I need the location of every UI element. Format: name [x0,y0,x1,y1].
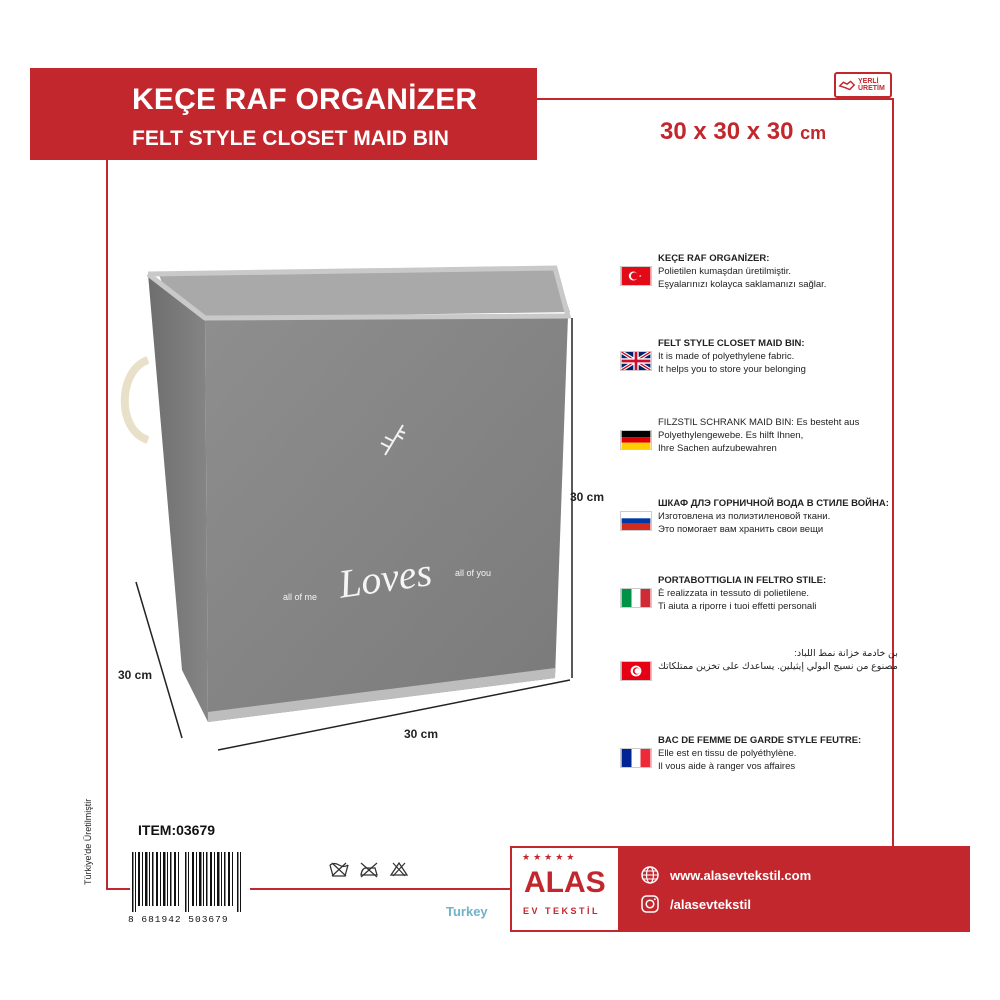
depth-label: 30 cm [118,668,153,682]
lang-row-ar [620,647,920,681]
width-label: 30 cm [404,727,439,741]
brand-logo-sub: EV TEKSTİL [523,906,601,916]
lang-line-ru-2: Это помогает вам хранить свои вещи [658,524,824,535]
item-number: ITEM:03679 [138,822,216,838]
italy-flag-icon [620,588,652,608]
origin-label: Turkey [446,904,488,919]
logo-stars: ★★★★★ [522,852,578,862]
lang-line-fr-2: Il vous aide à ranger vos affaires [658,761,796,772]
france-flag-icon [620,748,652,768]
instagram-link[interactable]: /alasevtekstil [670,896,751,912]
lang-row-it [620,574,920,613]
print-main-text: Loves [335,549,435,607]
product-image [100,260,600,760]
handshake-icon [838,76,856,94]
badge-line1: YERLİ [858,77,879,85]
dimensions [660,118,826,146]
brand-logo: ALAS [524,866,606,899]
instagram-contact[interactable] [640,894,751,914]
lang-row-fr [620,734,920,773]
lang-row-de [620,416,920,455]
lang-line-de-1: Polyethylengewebe. Es hilft Ihnen, [658,430,804,441]
page-subtitle: FELT STYLE CLOSET MAID BIN [132,127,449,150]
lang-line-tr-2: Eşyalarınızı kolayca saklamanızı sağlar. [658,279,827,290]
dimensions-value: 30 x 30 x 30 [660,118,794,145]
lang-row-tr [620,252,920,291]
barcode-number: 8 681942 503679 [128,914,229,925]
lang-line-ru-1: Изготовлена из полиэтиленовой ткани. [658,511,831,522]
print-right-text: all of you [455,568,492,578]
lang-row-en [620,337,920,376]
globe-icon [640,865,660,885]
badge-line2: ÜRETİM [858,85,885,92]
no-iron-icon [358,860,380,878]
lang-line-ar-1: مصنوع من نسيج البولي إيثيلين. يساعدك على تخزين ممتلكاتك [658,661,898,672]
russia-flag-icon [620,511,652,531]
website-contact[interactable] [640,865,811,885]
lang-line-en-2: It helps you to store your belonging [658,364,806,375]
no-bleach-icon [388,860,410,878]
made-in-text: Türkiye'de Üretilmiştir [83,798,93,885]
website-link[interactable]: www.alasevtekstil.com [670,867,812,883]
uk-flag-icon [620,351,652,371]
lang-head-ar: بن خادمة خزانة نمط اللباد: [794,648,898,659]
germany-flag-icon [620,430,652,450]
barcode-graphic [130,852,250,912]
frame-top-line [537,98,894,100]
lang-line-de-2: Ihre Sachen aufzubewahren [658,443,777,454]
felt-bin-illustration [100,260,600,760]
turkey-flag-icon [620,266,652,286]
print-left-text: all of me [283,592,318,602]
lang-line-en-1: It is made of polyethylene fabric. [658,351,795,362]
dimensions-unit: cm [800,123,827,143]
lang-head-en: FELT STYLE CLOSET MAID BIN: [658,338,805,349]
height-label: 30 cm [570,490,605,504]
page-title: KEÇE RAF ORGANİZER [132,83,478,116]
barcode [130,852,250,918]
lang-row-ru [620,497,920,536]
instagram-icon [640,894,660,914]
care-icons [328,860,410,878]
lang-line-fr-1: Elle est en tissu de polyéthylène. [658,748,797,759]
lang-head-de: FILZSTIL SCHRANK MAID BIN: Es besteht aus [658,417,860,428]
yerli-uretim-badge [834,72,892,98]
tunisia-flag-icon [620,661,652,681]
lang-head-it: PORTABOTTIGLIA IN FELTRO STILE: [658,575,827,586]
lang-head-tr: KEÇE RAF ORGANİZER: [658,253,770,264]
lang-line-tr-1: Polietilen kumaşdan üretilmiştir. [658,266,792,277]
lang-head-ru: ШКАФ ДЛЭ ГОРНИЧНОЙ ВОДА В СТИЛЕ ВОЙНА: [658,498,889,509]
lang-line-it-1: È realizzata in tessuto di polietilene. [658,588,810,599]
wash-icon [328,860,350,878]
lang-line-it-2: Ti aiuta a riporre i tuoi effetti personali [658,601,817,612]
lang-head-fr: BAC DE FEMME DE GARDE STYLE FEUTRE: [658,735,862,746]
